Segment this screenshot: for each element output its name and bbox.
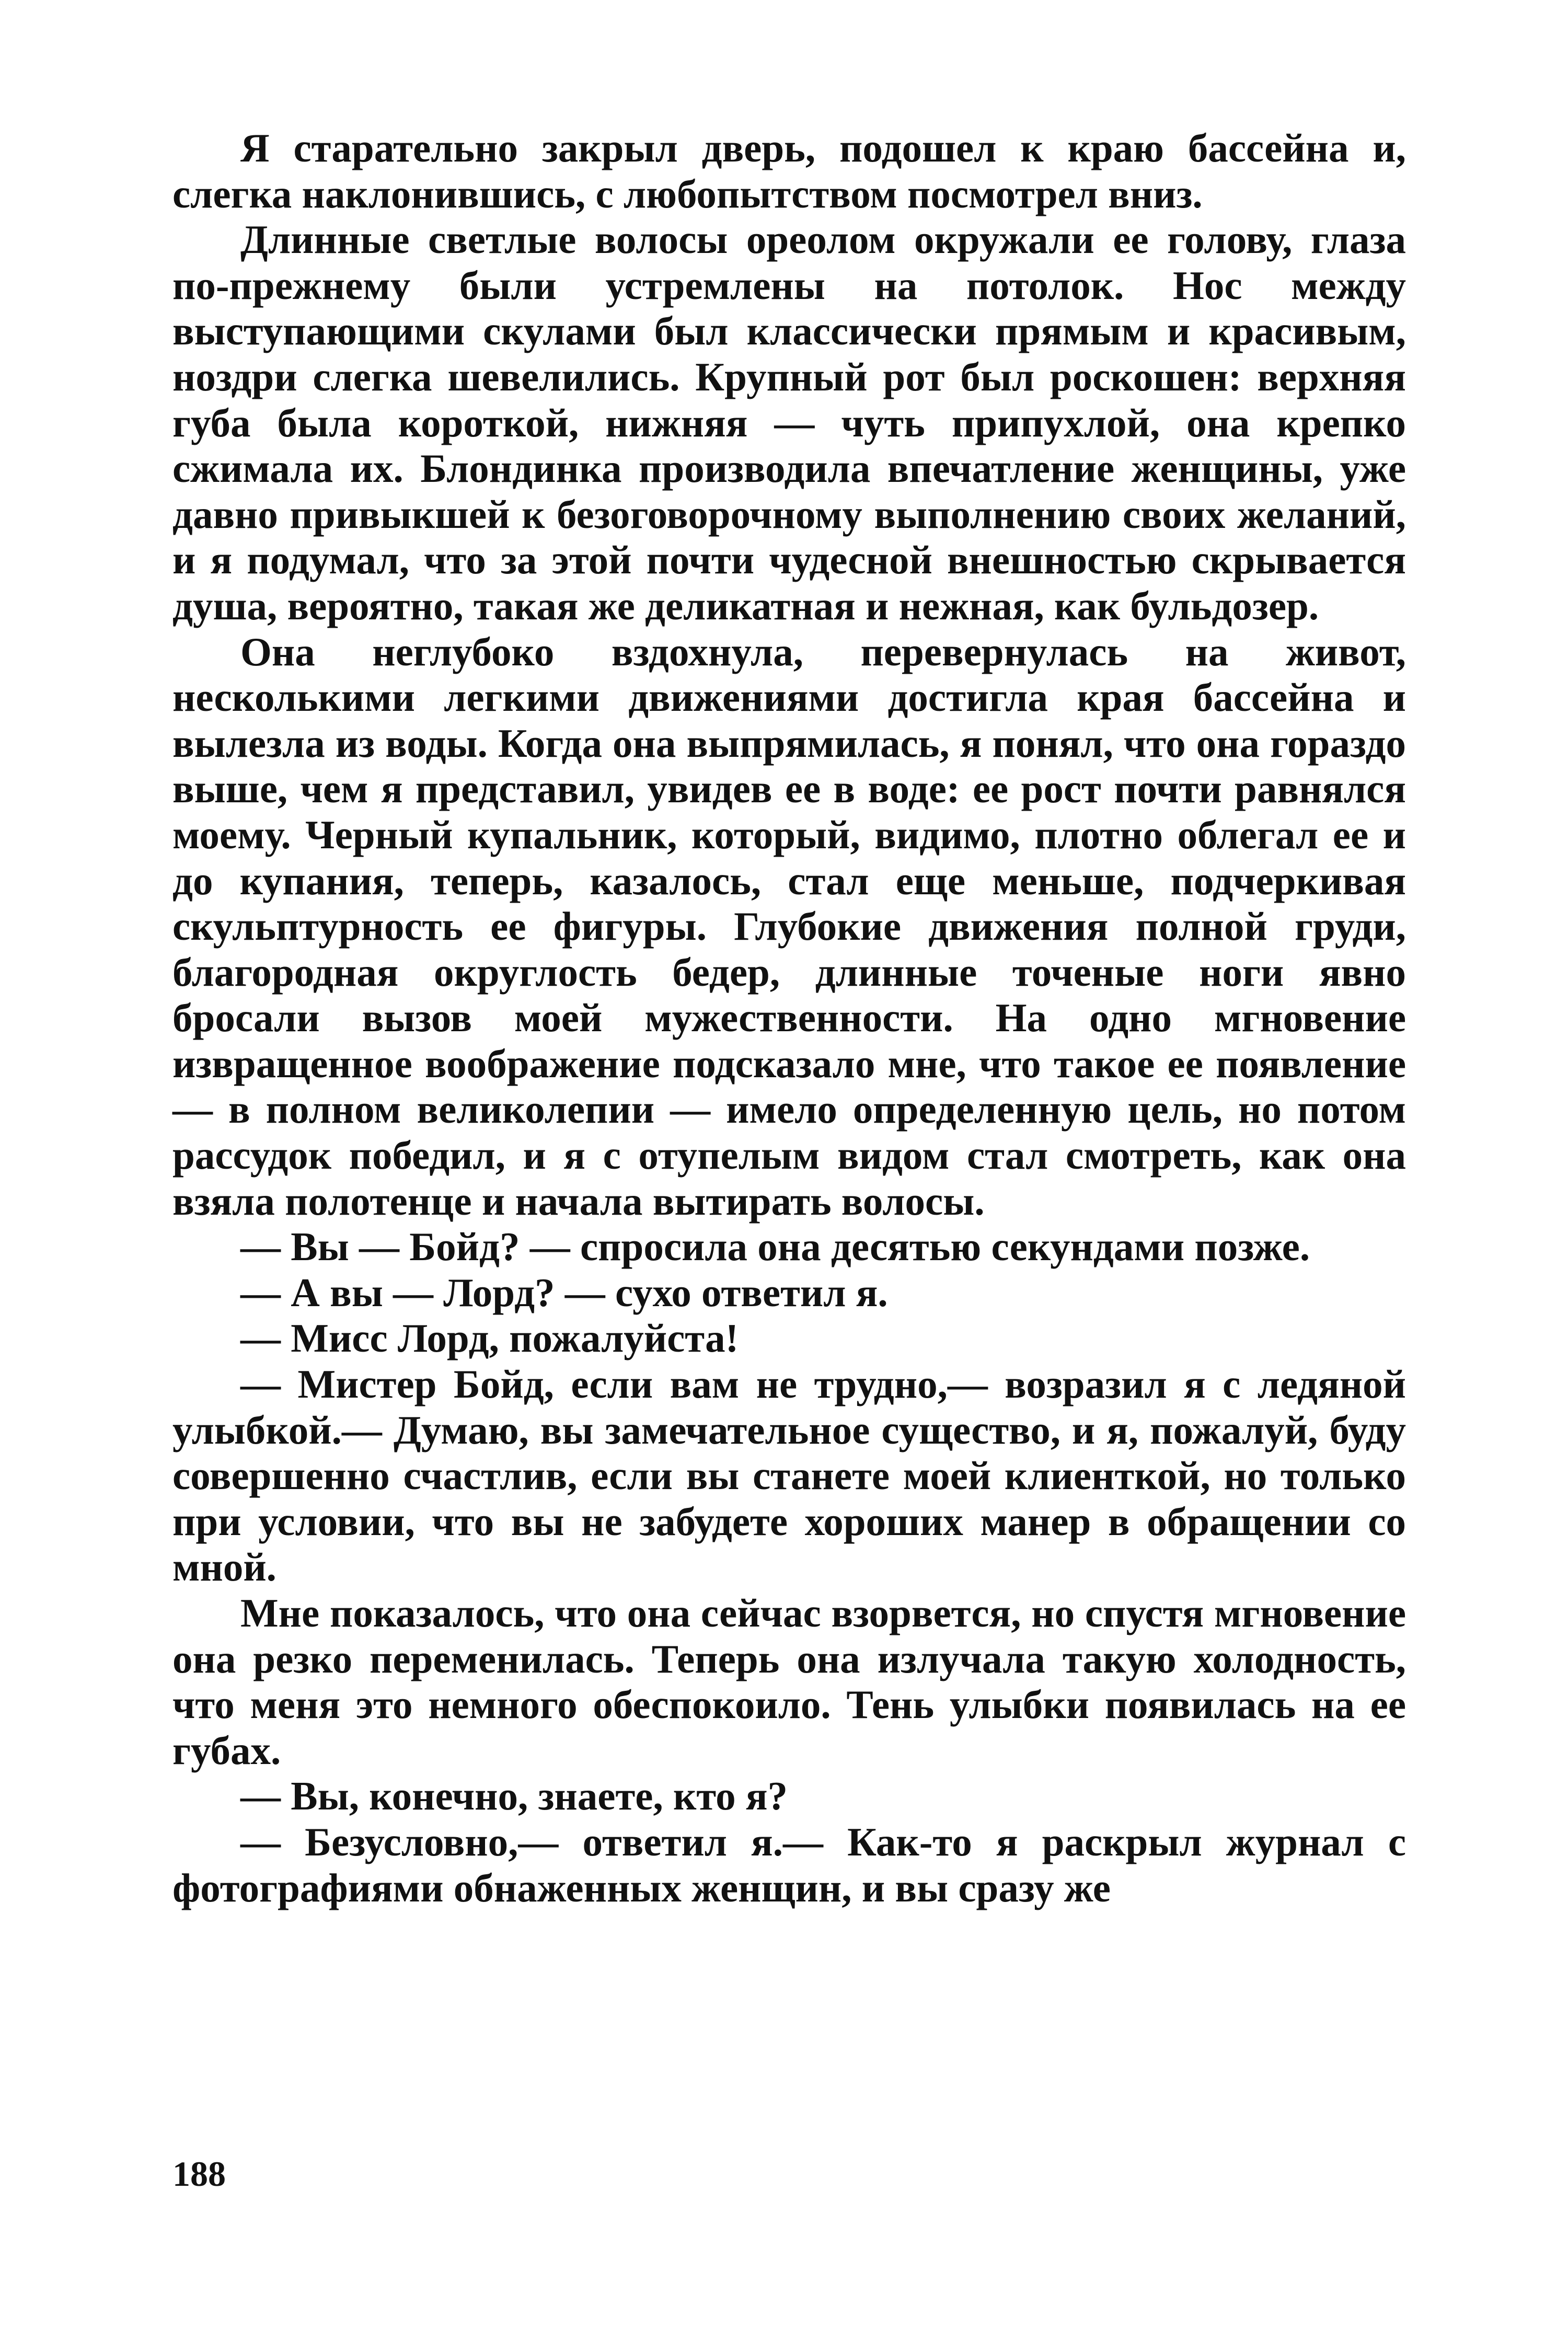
paragraph-9: — Вы, конечно, знаете, кто я? bbox=[240, 1773, 788, 1819]
paragraph-3: Она неглубоко вздохнула, перевернулась на живот, несколькими легкими движениями достигла края бассейна и вылезла из воды. Когда она выпрямилась, я понял, что она гораздо выше, чем я представил, увидев ее в воде: ее рост почти равнялся моему. Черный купальник, который, видимо, плотно облегал ее и до купания, теперь, казалось, стал еще меньше, подчеркивая скульптурность ее фигуры. Глубокие движения полной груди, благородная округлость бедер, длинные точеные ноги явно бросали вызов моей мужественности. На одно мгновение извращенное воображение подсказало мне, что такое ее появление — в полном великолепии — имело определенную цель, но потом рассудок победил, и я с отупелым видом стал смотреть, как она взяла полотенце и начала вытирать волосы. bbox=[172, 629, 1406, 1224]
paragraph-2: Длинные светлые волосы ореолом окружали ее голову, глаза по-прежнему были устремлены на потолок. Нос между выступающими скулами был классически прямым и красивым, ноздри слегка шевелились. Крупный рот был роскошен: верхняя губа была короткой, нижняя — чуть припухлой, она крепко сжимала их. Блондинка производила впечатление женщины, уже давно привыкшей к безоговорочному выполнению своих желаний, и я подумал, что за этой почти чудесной внешностью скрывается душа, вероятно, такая же деликатная и нежная, как бульдозер. bbox=[172, 217, 1406, 628]
paragraph-10: — Безусловно,— ответил я.— Как-то я раскрыл журнал с фотографиями обнаженных женщин, и вы сразу же bbox=[172, 1819, 1406, 1910]
body-text bbox=[172, 125, 1406, 1911]
paragraph-4: — Вы — Бойд? — спросила она десятью секундами позже. bbox=[240, 1224, 1310, 1270]
paragraph-1: Я старательно закрыл дверь, подошел к краю бассейна и, слегка наклонившись, с любопытством посмотрел вниз. bbox=[172, 125, 1406, 216]
paragraph-7: — Мистер Бойд, если вам не трудно,— возразил я с ледяной улыбкой.— Думаю, вы замечательное существо, и я, пожалуй, буду совершенно счастлив, если вы станете моей клиенткой, но только при условии, что вы не забудете хороших манер в обращении со мной. bbox=[172, 1362, 1406, 1590]
paragraph-6: — Мисс Лорд, пожалуйста! bbox=[240, 1316, 739, 1361]
page-number: 188 bbox=[172, 2154, 226, 2194]
paragraph-8: Мне показалось, что она сейчас взорвется, но спустя мгновение она резко переменилась. Теперь она излучала такую холодность, что меня это немного обеспокоило. Тень улыбки появилась на ее губах. bbox=[172, 1590, 1406, 1773]
paragraph-5: — А вы — Лорд? — сухо ответил я. bbox=[240, 1270, 888, 1315]
